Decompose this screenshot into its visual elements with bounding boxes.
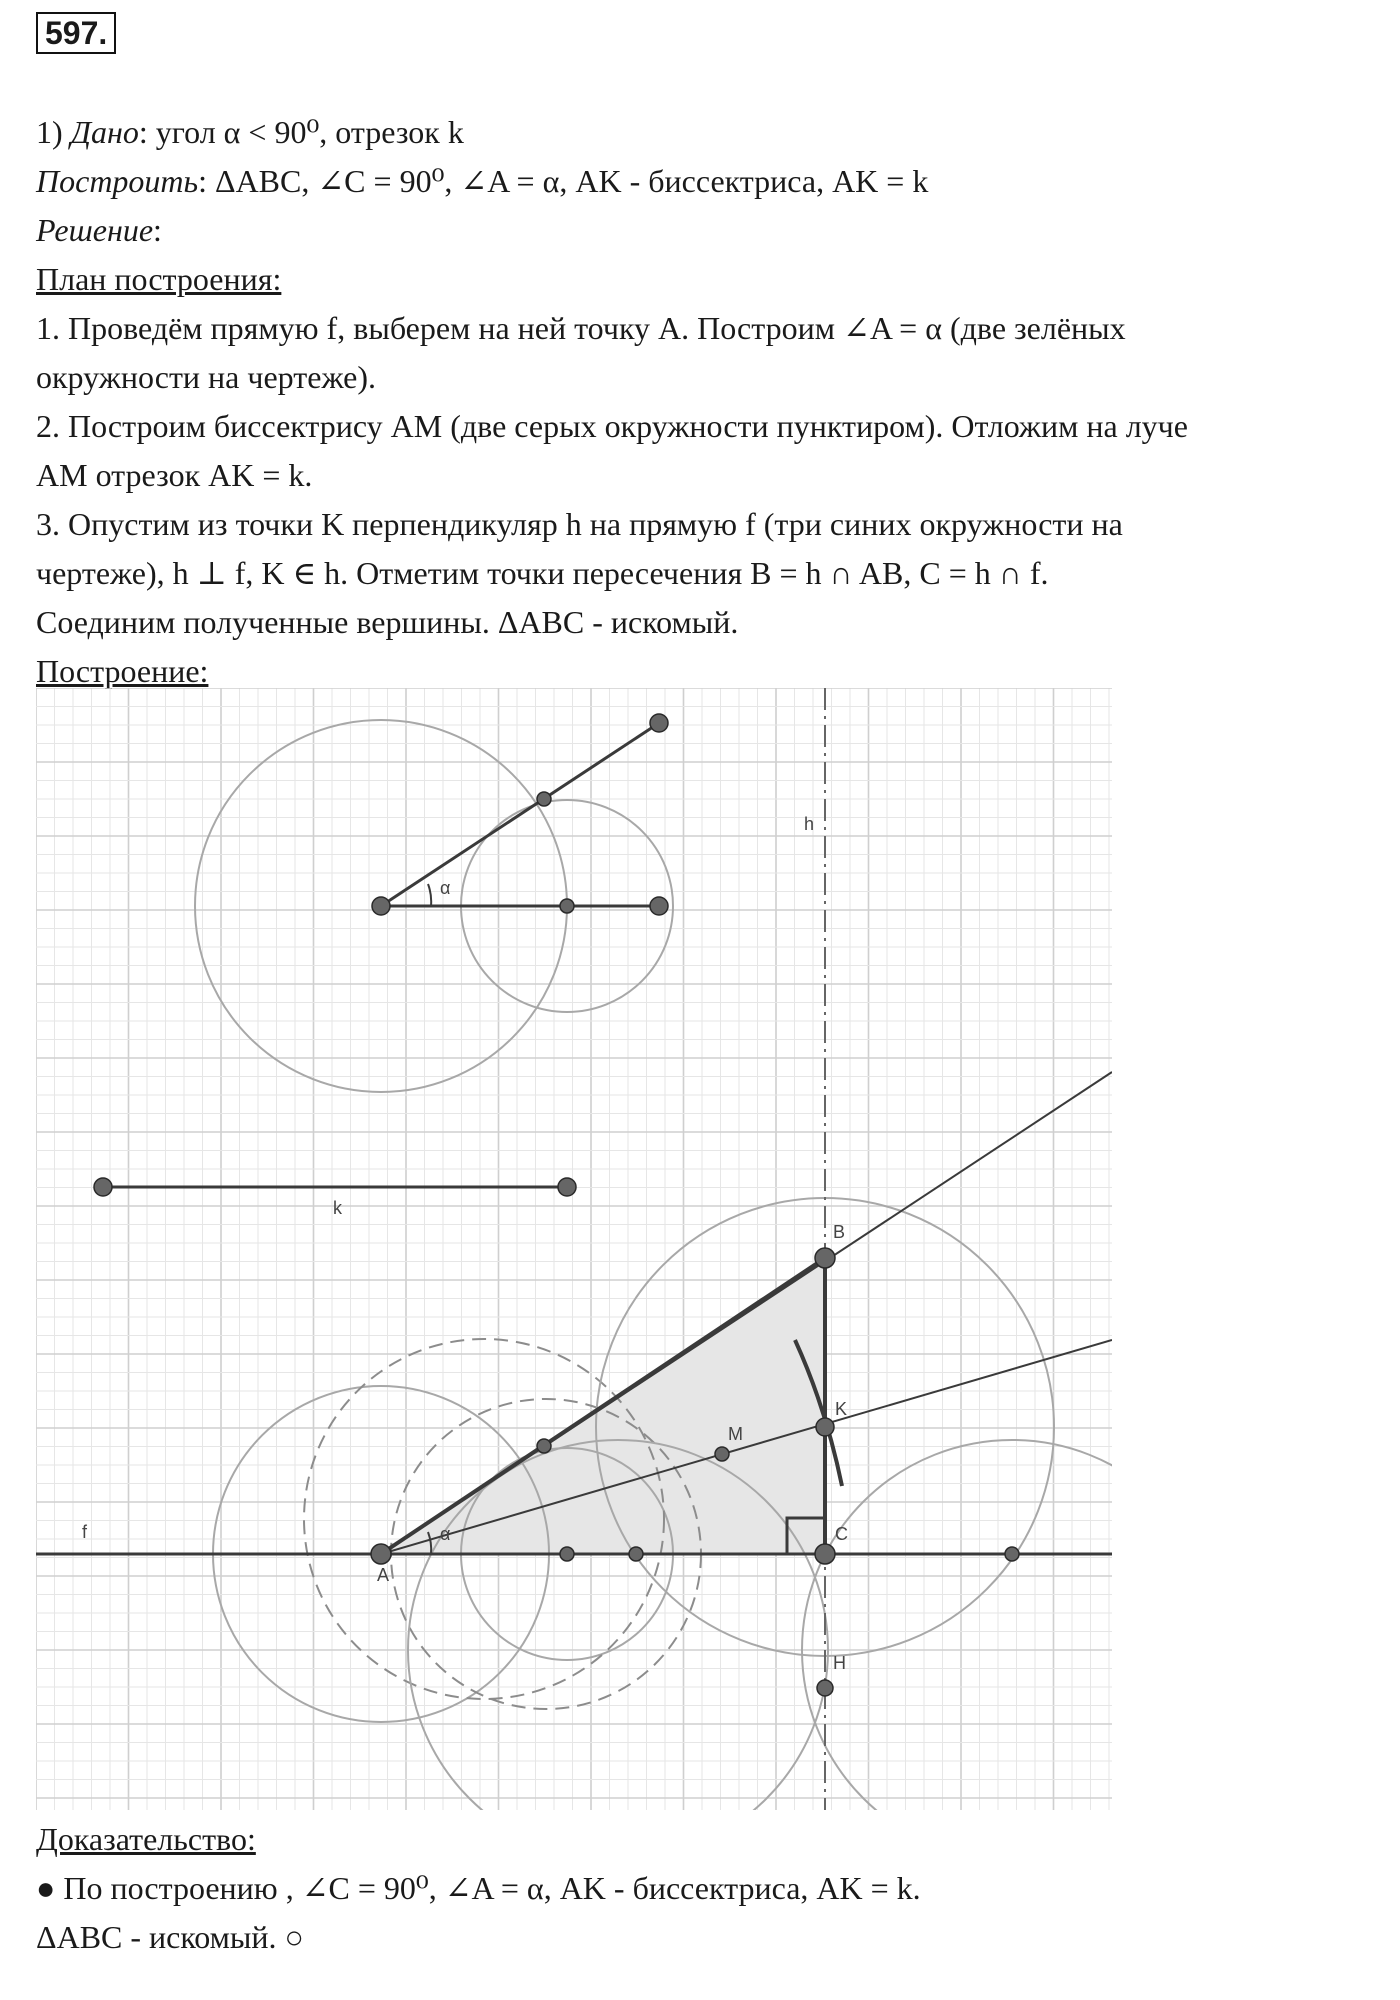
label-alpha-bottom: α [440, 1524, 451, 1544]
label-alpha-top: α [440, 878, 451, 898]
plan-line-3: 2. Построим биссектрису AM (две серых окружности пунктиром). Отложим на луче [36, 408, 1188, 444]
segment-alpha-side [381, 723, 659, 906]
point-base-end-top [650, 897, 668, 915]
plan-line-1: 1. Проведём прямую f, выберем на ней точку A. Построим ∠A = α (две зелёных [36, 310, 1126, 346]
plan-line-4: AM отрезок AK = k. [36, 457, 313, 493]
point-ab-mid [537, 1439, 551, 1453]
construction-heading: Построение: [36, 653, 209, 689]
label-h: h [804, 814, 815, 834]
given-label: Дано [70, 114, 139, 150]
point-a [371, 1544, 391, 1564]
proof-section [36, 1815, 1366, 1962]
construct-line [36, 157, 1366, 206]
point-k [816, 1418, 834, 1436]
point-b [815, 1248, 835, 1268]
label-k: k [333, 1198, 342, 1218]
label-f: f [82, 1522, 88, 1542]
point-side-mid-top [537, 792, 551, 806]
point-f-1 [560, 1547, 574, 1561]
point-base-mid-top [560, 899, 574, 913]
given-line [36, 108, 1366, 157]
point-f-3 [1005, 1547, 1019, 1561]
circles [195, 720, 1112, 1810]
proof-heading: Доказательство: [36, 1821, 256, 1857]
point-f-2 [629, 1547, 643, 1561]
label-c: C [835, 1524, 848, 1544]
label-b: B [833, 1222, 846, 1242]
proof-line-1: ● По построению , ∠C = 90⁰, ∠A = α, AK - биссектриса, AK = k. [36, 1870, 921, 1906]
plan-line-6: чертеже), h ⊥ f, K ∈ h. Отметим точки пересечения B = h ∩ AB, C = h ∩ f. [36, 555, 1049, 591]
plan-line-2: окружности на чертеже). [36, 359, 376, 395]
construction-drawing [36, 688, 1112, 1810]
lines [36, 688, 1112, 1810]
given-prefix: 1) [36, 114, 71, 150]
construct-label: Построить [36, 163, 199, 199]
point-vertex-top [372, 897, 390, 915]
given-text: : угол α < 90⁰, отрезок k [138, 114, 464, 150]
proof-line-2: ΔABC - искомый. ○ [36, 1919, 304, 1955]
point-side-end-top [650, 714, 668, 732]
plan-line-5: 3. Опустим из точки K перпендикуляр h на прямую f (три синих окружности на [36, 506, 1123, 542]
point-h [817, 1680, 833, 1696]
perpendicular-circle-right [802, 1440, 1112, 1810]
angle-arc-top [428, 884, 431, 906]
point-k-end [558, 1178, 576, 1196]
plan-line-7: Соединим полученные вершины. ΔABC - искомый. [36, 604, 739, 640]
solution-text: : [153, 212, 162, 248]
label-h-point: H [833, 1653, 846, 1673]
problem-number: 597. [36, 12, 116, 54]
grid [36, 688, 1112, 1810]
point-c [815, 1544, 835, 1564]
label-m: M [728, 1424, 743, 1444]
label-k-point: K [835, 1399, 848, 1419]
point-k-start [94, 1178, 112, 1196]
problem-text [36, 108, 1366, 696]
solution-line [36, 206, 1366, 255]
point-m [715, 1447, 729, 1461]
plan-heading: План построения: [36, 261, 282, 297]
solution-label: Решение [36, 212, 154, 248]
construct-text: : ΔABC, ∠C = 90⁰, ∠A = α, AK - биссектриса, AK = k [198, 163, 929, 199]
label-a: A [377, 1565, 390, 1585]
